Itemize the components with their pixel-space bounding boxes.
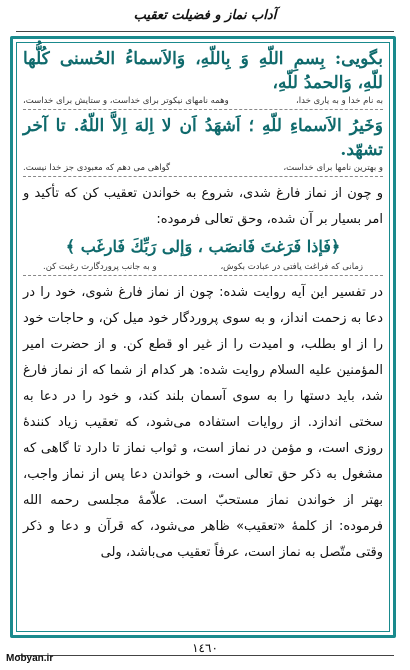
page-content bbox=[23, 47, 383, 566]
verse-translation-2-left: گواهی می دهم که معبودی جز خدا نیست. bbox=[23, 163, 171, 173]
divider bbox=[23, 109, 383, 110]
verse-translation-2 bbox=[23, 162, 383, 174]
content-frame bbox=[10, 36, 396, 638]
verse-line-1: بگویی: بِسمِ اللّهِ وَ بِاللّهِ، وَالاَسماءُ الحُسنی کُلُّها للّهِ، وَالحمدُ للّهِ، bbox=[23, 49, 383, 93]
divider bbox=[23, 275, 383, 276]
verse-translation-1 bbox=[23, 95, 383, 107]
verse-translation-1-right: به نام خدا و به یاری خدا، bbox=[296, 96, 383, 106]
quran-translation-right: زمانی که فراغت یافتی در عبادت بکوش، bbox=[220, 262, 363, 272]
quran-translation bbox=[23, 261, 383, 273]
quran-translation-left: و به جانب پروردگارت رغبت کن. bbox=[43, 262, 157, 272]
paragraph-2: در تفسیر این آیه روایت شده: چون از نماز فارغ شوی، خود را در دعا به زحمت انداز، و به سوی پروردگار خود میل کن، و حاجات خود را از او بطلب، و امیدت را از غیر او قطع کن. و از حضرت امیر المؤمنین علیه السلام روایت شده: هر کدام از شما که از نماز فارغ شد، باید دستها را به سوی آسمان بلند کند، و خود را در دعا به سختی اندازد. از روایات استفاده می‌شود، که تعقیب زیاد کنندهٔ روزی است، و مؤمن در نماز است، و ثواب نماز تا دارد تا گاهی که مشغول به ذکر حق تعالی است، و خواندن دعا پس از نماز واجب، بهتر از خواندن نماز مستحبّ است. علاّمهٔ مجلسی رحمه الله فرموده: از کلمهٔ «تعقیب» ظاهر می‌شود، که قرآن و دعا و ذکر وقتی متّصل به نماز است، عرفاً تعقیب می‌باشد، ولی bbox=[23, 285, 383, 560]
quran-verse: ﴿فَإذا فَرَغتَ فَانصَب ، وَإلی رَبِّكَ فَارغَب ﴾ bbox=[65, 237, 341, 256]
divider bbox=[23, 176, 383, 177]
brand-label[interactable]: Mobyan.ir bbox=[6, 653, 54, 664]
verse-line-2: وَخَیرُ الاَسماءِ للّهِ ؛ اَشهَدُ اَن لا اِلهَ اِلاَّ اللّهُ. تا آخر تشهّد. bbox=[23, 116, 383, 160]
footer-divider bbox=[16, 655, 394, 656]
header-divider bbox=[16, 31, 394, 32]
paragraph-1: و چون از نماز فارغ شدی، شروع به خواندن تعقیب کن که تأکید و امر بسیار بر آن شده، وحق تعالی فرموده: bbox=[23, 186, 383, 227]
page-header bbox=[16, 6, 394, 32]
verse-translation-2-right: و بهترین نامها برای خداست، bbox=[283, 163, 383, 173]
page-number: ١٤٦٠ bbox=[192, 641, 218, 655]
page-title: آداب نماز و فضیلت تعقیب bbox=[133, 8, 277, 23]
verse-translation-1-left: وهمه نامهای نیکوتر برای خداست، و ستایش برای خداست، bbox=[23, 96, 229, 106]
